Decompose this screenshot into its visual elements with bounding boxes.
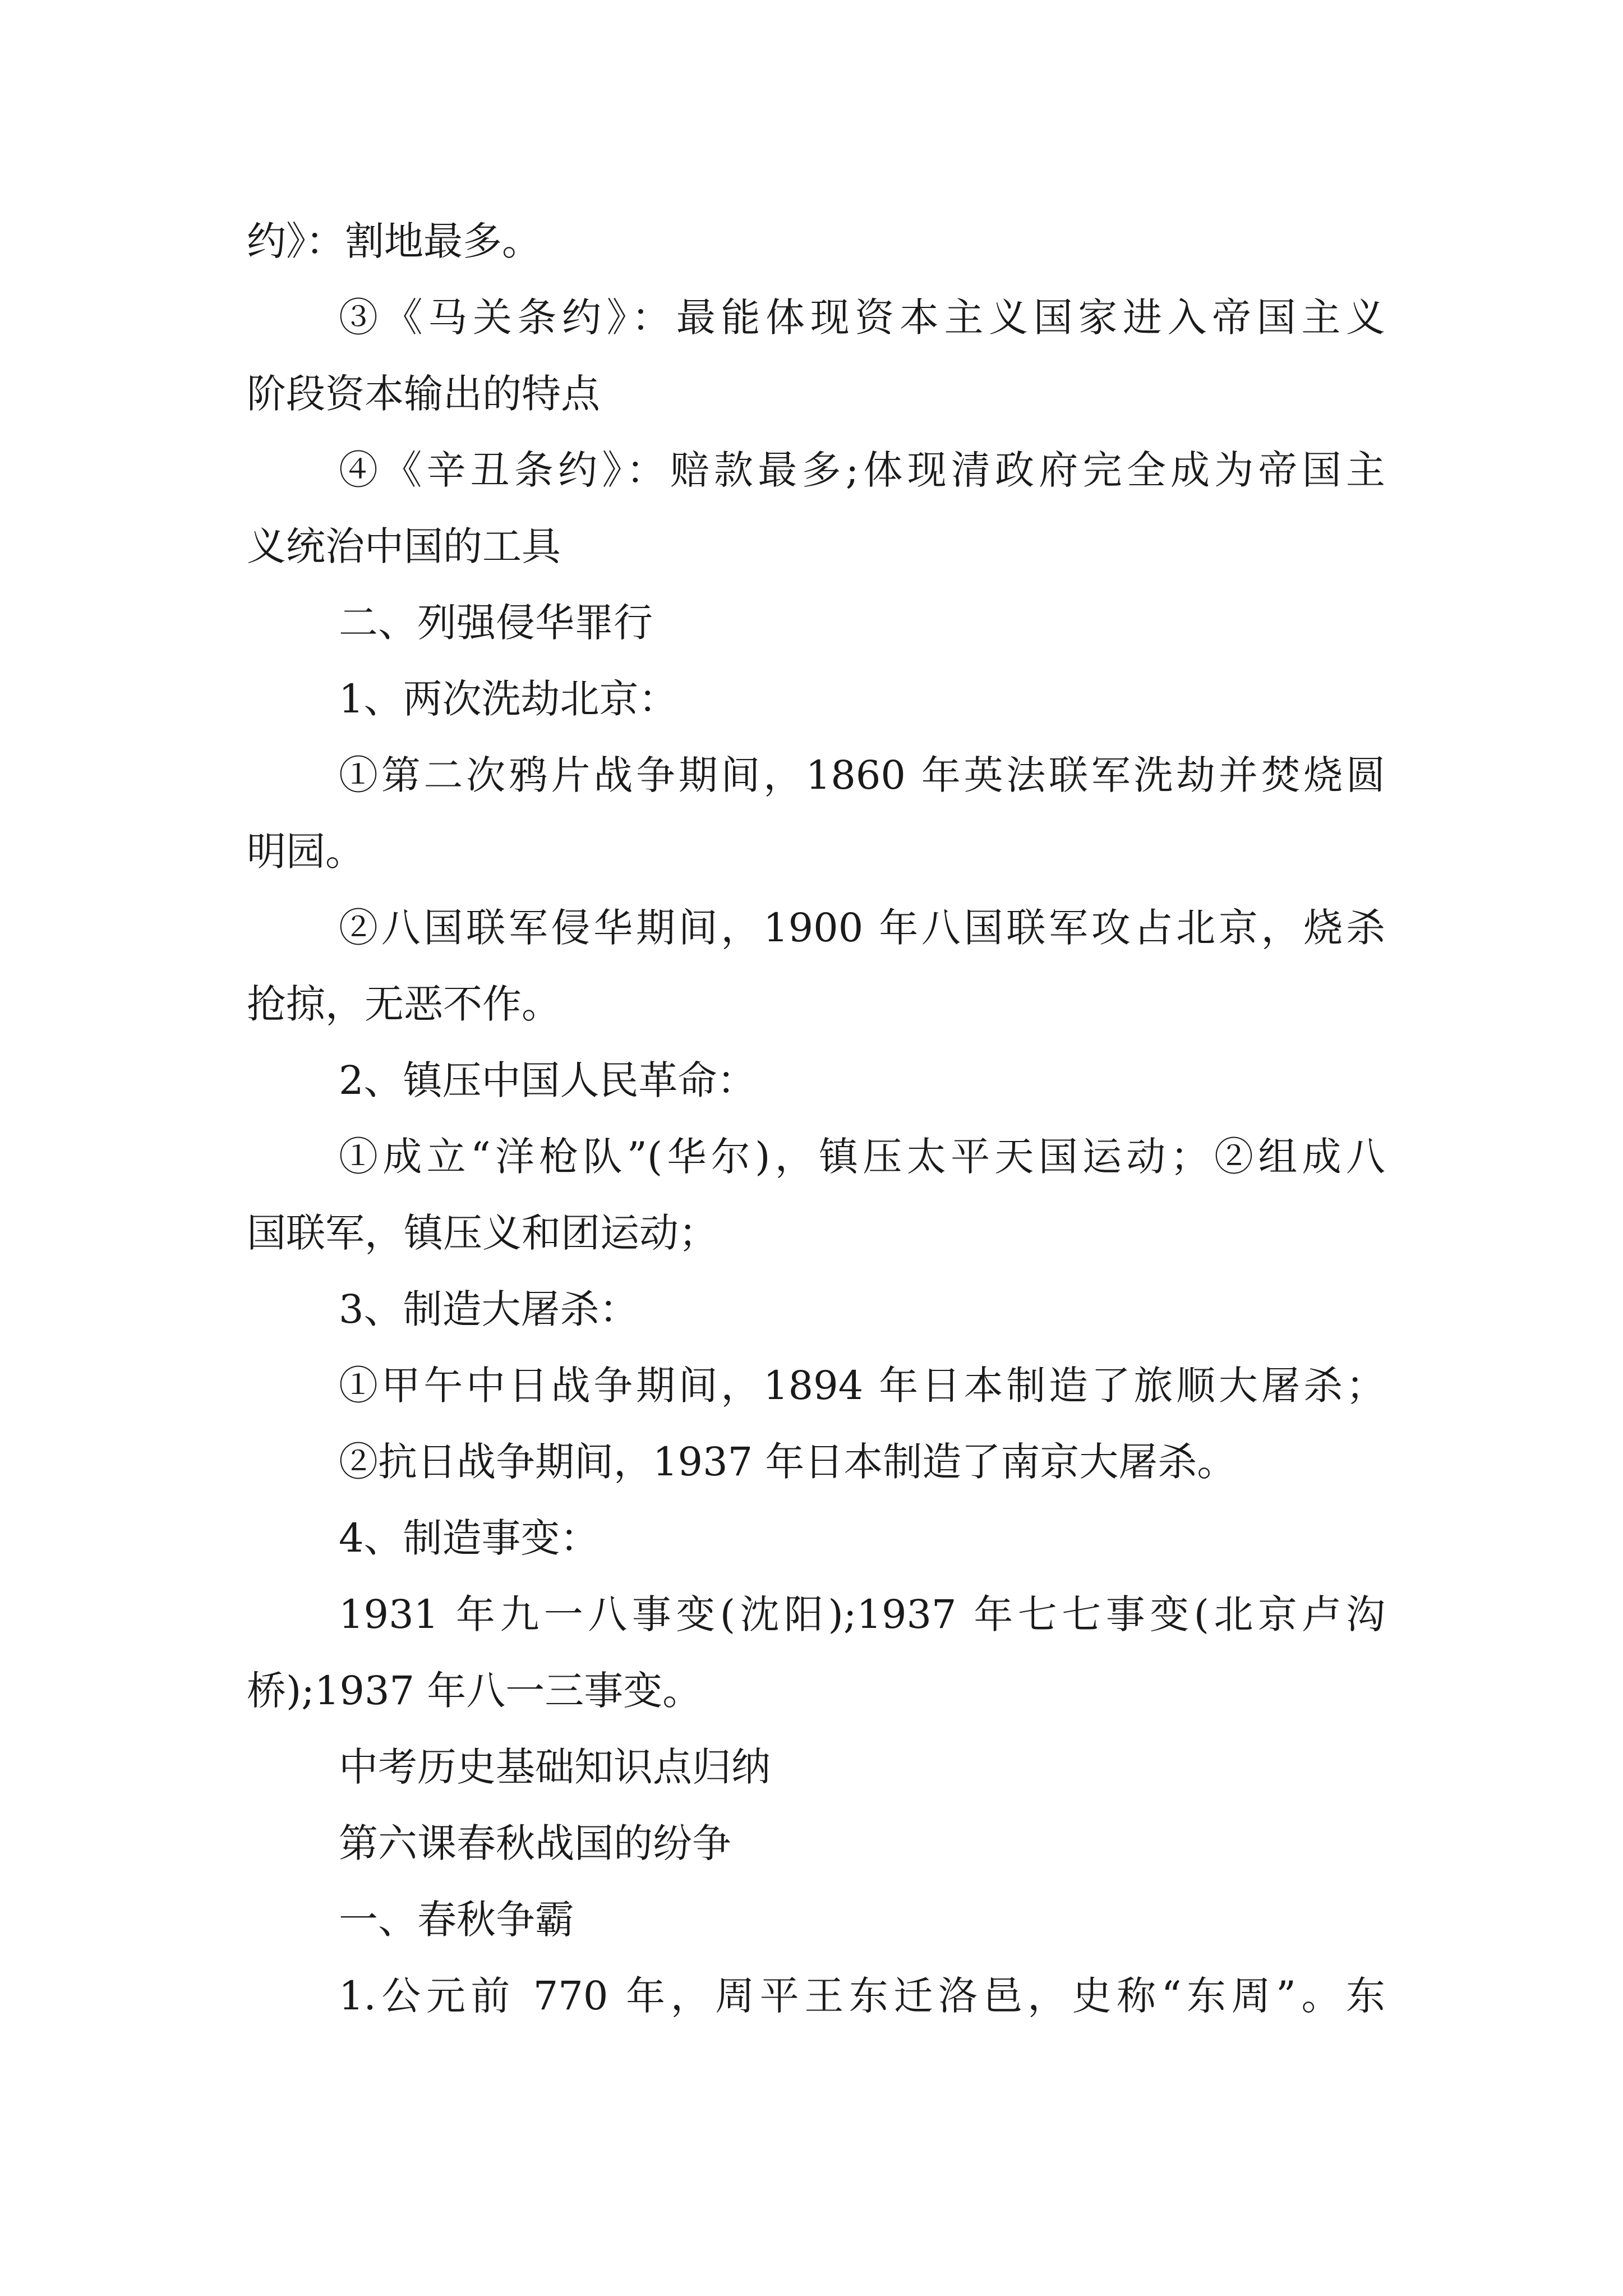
paragraph-line: 国联军，镇压义和团运动； [247, 1210, 718, 1256]
document-title: 中考历史基础知识点归纳 [339, 1744, 771, 1790]
paragraph-line: 阶段资本输出的特点 [247, 371, 600, 417]
subsection-heading: 4、制造事变： [339, 1515, 600, 1561]
subsection-heading: 3、制造大屠杀： [339, 1286, 639, 1332]
subsection-heading: 1、两次洗劫北京： [339, 676, 678, 722]
paragraph-line: 义统治中国的工具 [247, 523, 561, 569]
paragraph-line: ①第二次鸦片战争期间，1860 年英法联军洗劫并焚烧圆 [339, 752, 1385, 798]
paragraph-line: 1.公元前 770 年，周平王东迁洛邑，史称“东周”。东 [339, 1973, 1385, 2019]
paragraph-line: 抢掠，无恶不作。 [247, 981, 561, 1027]
paragraph-line: 桥);1937 年八一三事变。 [247, 1668, 702, 1714]
document-body [247, 203, 1385, 2034]
paragraph-line: ④《辛丑条约》：赔款最多;体现清政府完全成为帝国主 [339, 447, 1385, 493]
section-heading: 二、列强侵华罪行 [339, 600, 653, 646]
paragraph-line: ②抗日战争期间，1937 年日本制造了南京大屠杀。 [339, 1439, 1237, 1485]
section-heading: 一、春秋争霸 [339, 1897, 574, 1943]
paragraph-line: 1931 年九一八事变(沈阳);1937 年七七事变(北京卢沟 [339, 1591, 1385, 1637]
paragraph-line: ②八国联军侵华期间，1900 年八国联军攻占北京，烧杀 [339, 905, 1385, 951]
paragraph-line: 约》：割地最多。 [247, 218, 541, 264]
paragraph-line: ①成立“洋枪队”(华尔)，镇压太平天国运动；②组成八 [339, 1134, 1385, 1180]
subsection-heading: 2、镇压中国人民革命： [339, 1057, 757, 1103]
lesson-title: 第六课春秋战国的纷争 [339, 1820, 731, 1866]
paragraph-line: ①甲午中日战争期间，1894 年日本制造了旅顺大屠杀； [339, 1363, 1385, 1409]
paragraph-line: ③《马关条约》：最能体现资本主义国家进入帝国主义 [339, 295, 1385, 341]
paragraph-line: 明园。 [247, 829, 365, 875]
